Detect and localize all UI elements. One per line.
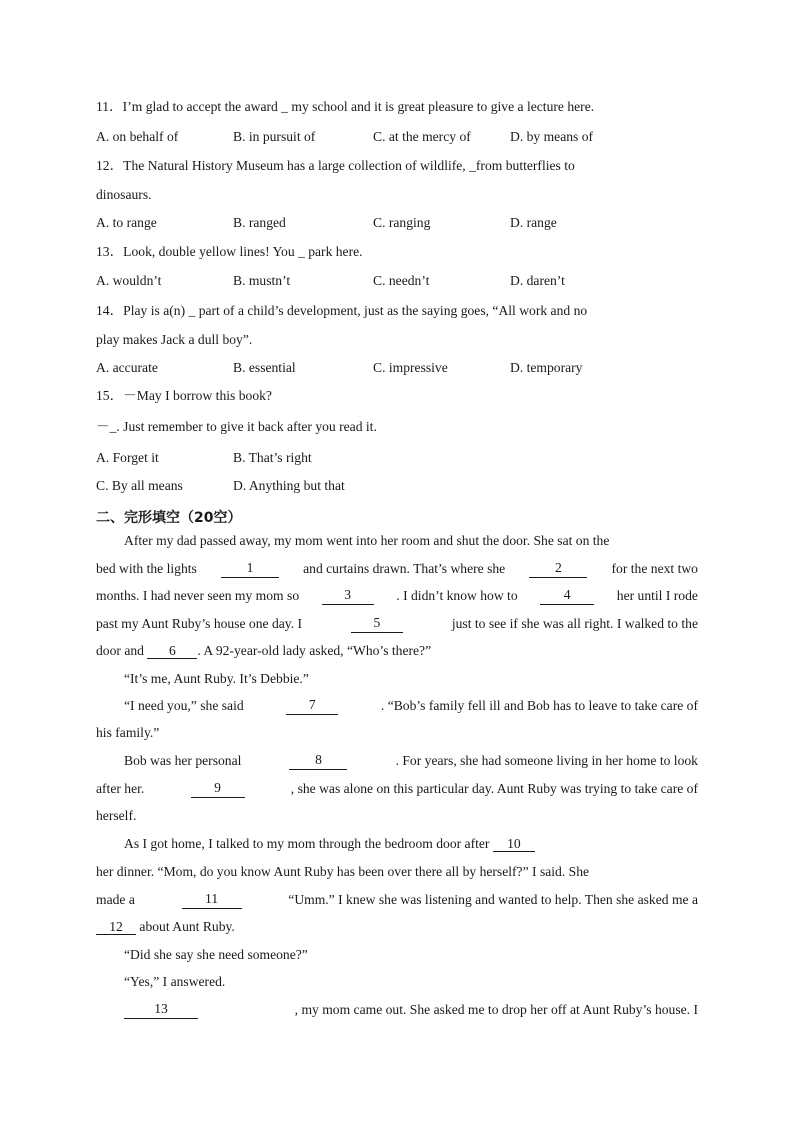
passage-line: his family.”	[96, 725, 160, 740]
option-b: B. in pursuit of	[233, 129, 316, 144]
passage-line: 13 , my mom came out. She asked me to drop her off at Aunt Ruby’s house. I	[124, 1001, 698, 1019]
passage-line: As I got home, I talked to my mom through the bedroom door after 10	[124, 835, 698, 853]
passage-line: 12 about Aunt Ruby.	[96, 918, 698, 936]
passage-line: “I need you,” she said 7 . “Bob’s family fell ill and Bob has to leave to take care of	[124, 697, 698, 713]
blank-12: 12	[96, 919, 136, 935]
blank-7: 7	[286, 697, 338, 715]
question-12-stem-line-2: dinosaurs.	[96, 187, 152, 202]
blank-5: 5	[351, 615, 403, 633]
question-13-stem: 13．Look, double yellow lines! You _ park here.	[96, 244, 363, 259]
passage-line: herself.	[96, 808, 137, 823]
option-d: D. temporary	[510, 360, 583, 375]
passage-line: “Did she say she need someone?”	[124, 947, 308, 962]
option-b: B. essential	[233, 360, 296, 375]
blank-11: 11	[182, 891, 242, 909]
blank-3: 3	[322, 587, 374, 605]
section-heading: 二、完形填空（20空）	[96, 510, 242, 526]
blank-13: 13	[124, 1001, 198, 1019]
question-15-options-row-2	[96, 477, 698, 495]
question-15-stem-line-2: －_. Just remember to give it back after you read it.	[96, 419, 377, 434]
passage-line: “Yes,” I answered.	[124, 974, 226, 989]
option-a: A. wouldn’t	[96, 273, 162, 288]
blank-1: 1	[221, 560, 279, 578]
passage-line: bed with the lights 1 and curtains drawn. That’s where she 2 for the next two	[96, 560, 698, 576]
option-d: D. range	[510, 215, 557, 230]
question-11-stem: 11．I’m glad to accept the award _ my school and it is great pleasure to give a lecture here.	[96, 99, 595, 114]
option-c: C. impressive	[373, 360, 448, 375]
option-d: D. daren’t	[510, 273, 565, 288]
question-11-options	[96, 128, 698, 146]
option-a: A. Forget it	[96, 450, 159, 465]
question-12-stem-line-1: 12．The Natural History Museum has a large collection of wildlife, _from butterflies to	[96, 158, 575, 173]
blank-9: 9	[191, 780, 245, 798]
question-15-options-row-1	[96, 449, 698, 467]
option-c: C. By all means	[96, 478, 183, 493]
blank-6: 6	[147, 643, 197, 659]
option-a: A. on behalf of	[96, 129, 179, 144]
passage-line: after her. 9 , she was alone on this particular day. Aunt Ruby was trying to take care of	[96, 780, 698, 796]
question-13-options	[96, 272, 698, 290]
question-12-options	[96, 214, 698, 232]
passage-line: past my Aunt Ruby’s house one day. I 5 just to see if she was all right. I walked to the	[96, 615, 698, 631]
passage-line: her dinner. “Mom, do you know Aunt Ruby has been over there all by herself?” I said. She	[96, 864, 590, 879]
option-d: D. by means of	[510, 129, 594, 144]
blank-8: 8	[289, 752, 347, 770]
option-c: C. needn’t	[373, 273, 430, 288]
question-14-stem-line-2: play makes Jack a dull boy”.	[96, 332, 253, 347]
option-c: C. at the mercy of	[373, 129, 471, 144]
question-15-stem-line-1: 15．－May I borrow this book?	[96, 388, 272, 403]
passage-line: made a 11 “Umm.” I knew she was listening and wanted to help. Then she asked me a	[96, 891, 698, 907]
option-a: A. to range	[96, 215, 157, 230]
passage-line: Bob was her personal 8 . For years, she had someone living in her home to look	[124, 752, 698, 768]
blank-2: 2	[529, 560, 587, 578]
passage-line: door and 6 . A 92-year-old lady asked, “Who’s there?”	[96, 643, 432, 658]
option-b: B. ranged	[233, 215, 286, 230]
option-d: D. Anything but that	[233, 478, 345, 493]
blank-10: 10	[493, 836, 535, 852]
blank-4: 4	[540, 587, 594, 605]
option-c: C. ranging	[373, 215, 431, 230]
option-b: B. mustn’t	[233, 273, 291, 288]
passage-line: months. I had never seen my mom so 3 . I didn’t know how to 4 her until I rode	[96, 587, 698, 603]
passage-line: After my dad passed away, my mom went into her room and shut the door. She sat on the	[124, 533, 610, 548]
passage-line: “It’s me, Aunt Ruby. It’s Debbie.”	[124, 671, 309, 686]
question-14-options	[96, 359, 698, 377]
option-b: B. That’s right	[233, 450, 312, 465]
question-14-stem-line-1: 14．Play is a(n) _ part of a child’s development, just as the saying goes, “All work and no	[96, 303, 588, 318]
option-a: A. accurate	[96, 360, 158, 375]
